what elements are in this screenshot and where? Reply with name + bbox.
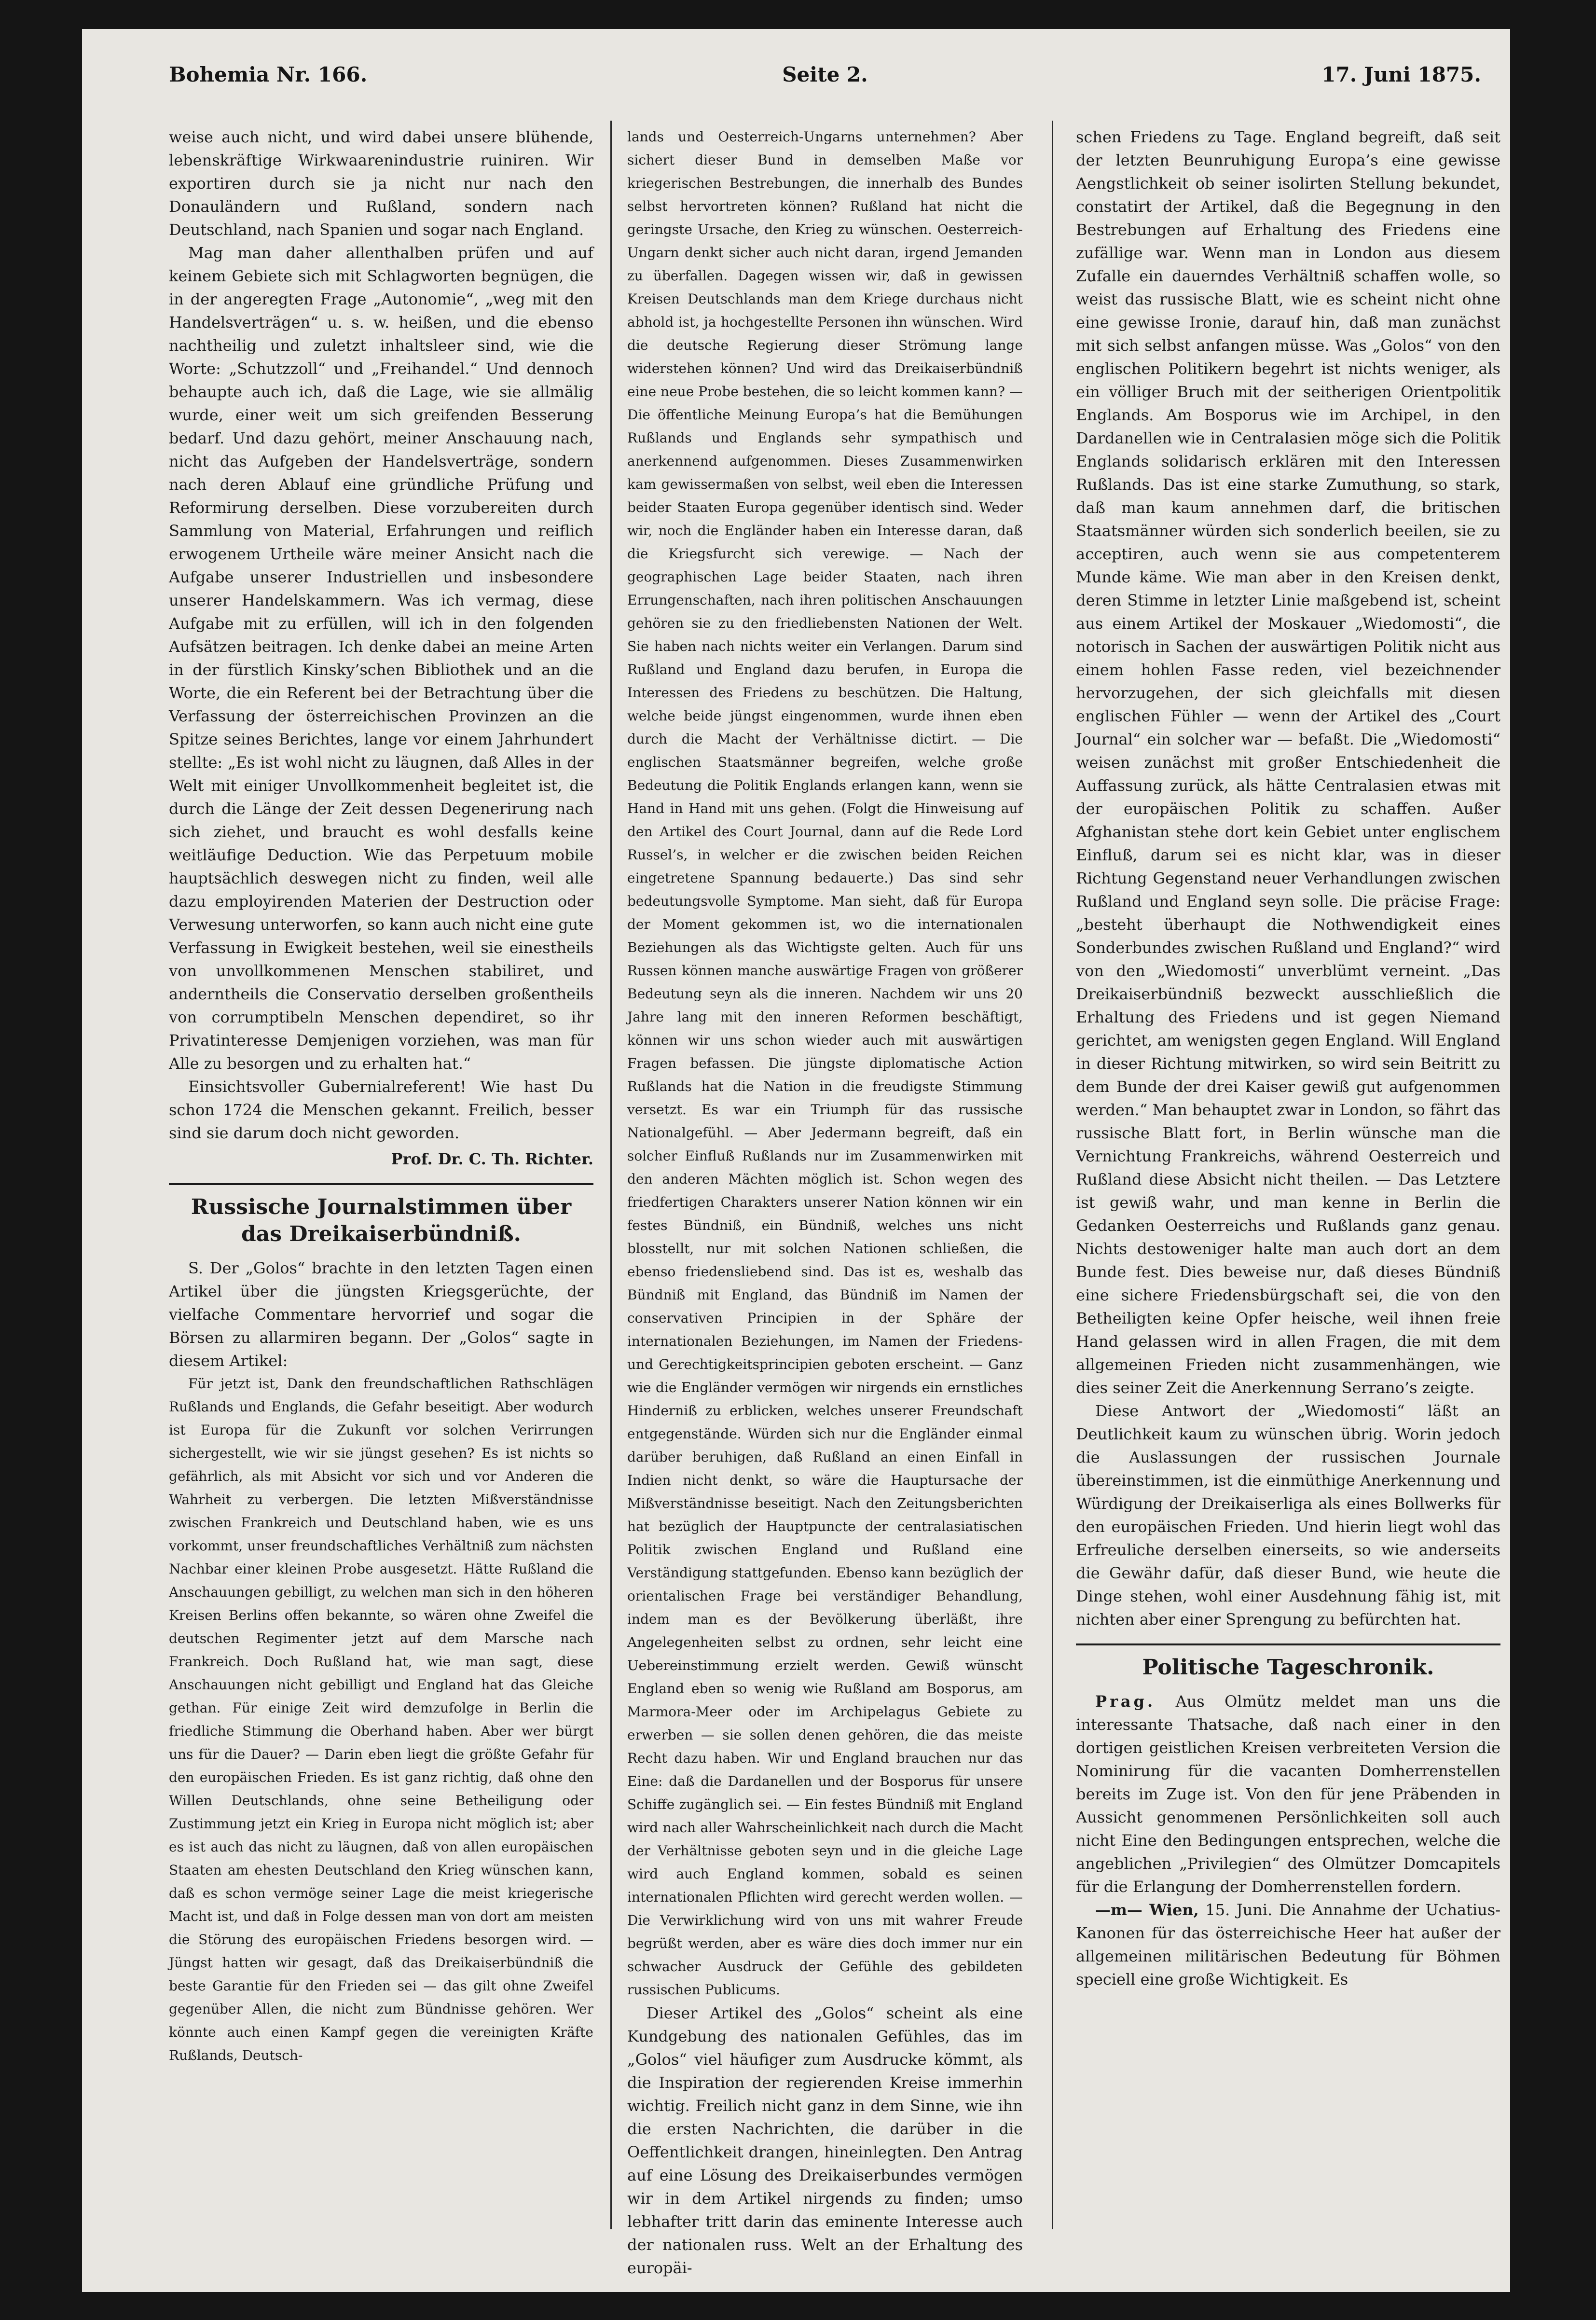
article-paragraph: Mag man daher allenthalben prüfen und auf keinem Gebiete sich mit Schlagworten begnügen, die in der angeregten Frage „Autonomie“, „weg mit den Handelsverträgen“ u. s. w. heißen, und die ebenso nachtheilig und zuletzt inhaltsleer sind, wie die Worte: „Schutzzoll“ und „Freihandel.“ Und dennoch behaupte auch ich, daß die Lage, wie sie allmälig wurde, einer weit um sich greifenden Besserung bedarf. Und dazu gehört, meiner Anschauung nach, nicht das Aufgeben der Handelsverträge, sondern nach deren Ablauf eine gründliche Prüfung und Reformirung derselben. Diese vorzubereiten durch Sammlung von Material, Erfahrungen und reiflich erwogenem Urtheile wäre meiner Ansicht nach die Aufgabe unserer Industriellen und insbesondere unserer Handelskammern. Was ich vermag, diese Aufgabe mit zu erfüllen, will ich in den folgenden Aufsätzen beitragen. Ich denke dabei an meine Arten in der fürstlich Kinsky’schen Bibliothek und an die Worte, die ein Referent bei der Betrachtung über die Verfassung der österreichischen Provinzen an die Spitze seines Berichtes, lange vor einem Jahrhundert stellte: „Es ist wohl nicht zu läugnen, daß Alles in der Welt mit einiger Unvollkommenheit begleitet ist, die durch die Länge der Zeit dessen Degenerirung nach sich ziehet, und braucht es wohl desfalls keine weitläufige Deduction. Wie das Perpetuum mobile hauptsächlich deswegen nicht zu finden, weil alle dazu employirenden Materien der Destruction oder Verwesung unterworfen, so kann auch nicht eine gute Verfassung in Ewigkeit bestehen, weil sie einestheils von unvollkommenen Menschen stabiliret, und anderntheils die Conservatio derselben großentheils von corrumptibeln Menschen dependiret, so ihr Privatinteresse Demjenigen vorziehen, was man für Alle zu besorgen und zu erhalten hat.“	[169, 244, 593, 1073]
column-3	[1076, 125, 1500, 2224]
article-paragraph: Dieser Artikel des „Golos“ scheint als eine Kundgebung des nationalen Gefühles, das im „Golos“ viel häufiger zum Ausdrucke kömmt, als die Inspiration der regierenden Kreise immerhin wichtig. Freilich nicht ganz in dem Sinne, wie ihn die ersten Nachrichten, die darüber in die Oeffentlichkeit drangen, hineinlegten. Den Antrag auf eine Lösung des Dreikaiserbundes vermögen wir in dem Artikel nirgends zu finden; umso lebhafter tritt darin das eminente Interesse auch der nationalen russ. Welt an der Erhaltung des europäi-	[627, 2004, 1023, 2277]
masthead	[169, 58, 1481, 97]
article-author: Prof. Dr. C. Th. Richter.	[391, 1150, 593, 1168]
article-paragraph: schen Friedens zu Tage. England begreift, daß seit der letzten Beunruhigung Europa’s eine gewisse Aengstlichkeit ob seiner isolirten Stellung bekundet, constatirt der Artikel, daß die Begegnung in den Bestrebungen auf Erhaltung des Friedens eine zufällige war. Wenn man in London aus diesem Zufalle ein dauerndes Verhältniß schaffen wolle, so weist das russische Blatt, wie es scheint nicht ohne eine gewisse Ironie, darauf hin, daß man zunächst mit sich selbst anfangen müsse. Was „Golos“ von den englischen Politikern begehrt ist nichts weniger, als ein völliger Bruch mit der seitherigen Orientpolitik Englands. Am Bosporus wie im Archipel, in den Dardanellen wie in Centralasien möge sich die Politik Englands solidarisch erklären mit den Interessen Rußlands. Das ist eine starke Zumuthung, so stark, daß man kaum annehmen darf, die britischen Staatsmänner würden sich sonderlich beeilen, sie zu acceptiren, auch wenn sie aus competenterem Munde käme. Wie man aber in den Kreisen denkt, deren Stimme in letzter Linie maßgebend ist, scheint aus einem Artikel der Moskauer „Wiedomosti“, die notorisch in Sachen der auswärtigen Politik nicht aus einem hohlen Fasse reden, viel bezeichnender hervorzugehen, der sich gleichfalls mit diesen englischen Fühler — wenn der Artikel des „Court Journal“ ein solcher war — befaßt. Die „Wiedomosti“ weisen zunächst mit großer Entschiedenheit die Auffassung zurück, als hätte Centralasien etwas mit der europäischen Politik zu schaffen. Außer Afghanistan stehe dort kein Gebiet unter englischem Einfluß, darum sei es nicht klar, was in dieser Richtung Gegenstand neuer Verhandlungen zwischen Rußland und England seyn solle. Die präcise Frage: „besteht überhaupt die Nothwendigkeit eines Sonderbundes zwischen Rußland und England?“ wird von den „Wiedomosti“ unverblümt verneint. „Das Dreikaiserbündniß bezweckt ausschließlich die Erhaltung des Friedens und ist gegen Niemand gerichtet, am wenigsten gegen England. Will England in dieser Richtung mitwirken, so wird sein Beitritt zu dem Bunde der drei Kaiser gewiß gut aufgenommen werden.“ Man behauptet zwar in London, so fährt das russische Blatt fort, in Berlin wünsche man die Vernichtung Frankreichs, während Oesterreich und Rußland diese Absicht nicht theilen. — Das Letztere ist gewiß wahr, und man kenne in Berlin die Gedanken Oesterreichs und Rußlands ganz genau. Nichts destoweniger halte man auch dort an dem Bunde fest. Dies beweise nur, daß dieses Bündniß eine sichere Friedensbürgschaft sei, die von den Betheiligten keine Opfer heische, weil ihnen freie Hand gelassen wird in allen Fragen, die mit dem allgemeinen Frieden nicht zusammenhängen, wie dies seiner Zeit die Anerkennung Serrano’s zeigte.	[1076, 128, 1500, 1397]
news-item-dateline: Prag.	[1095, 1692, 1156, 1711]
section-heading: Politische Tageschronik.	[1142, 1655, 1434, 1680]
column-rule-right	[1052, 121, 1053, 2229]
newspaper-page	[82, 29, 1510, 2292]
masthead-date: 17. Juni 1875.	[1321, 63, 1481, 86]
news-item-text: Aus Olmütz meldet man uns die interessante Thatsache, daß nach einer in den dortigen geistlichen Kreisen verbreiteten Version die Nominirung für die vacanten Domherrenstellen bereits im Zuge ist. Von den für jene Präbenden in Aussicht genommenen Persönlichkeiten soll auch nicht Eine den Bedingungen entsprechen, welche die angeblichen „Privilegien“ des Olmützer Domcapitels für die Erlangung der Domherrenstellen fordern.	[1076, 1692, 1501, 1896]
article-quote: Für jetzt ist, Dank den freundschaftlichen Rathschlägen Rußlands und Englands, die Gefahr beseitigt. Aber wodurch ist Europa für die Zukunft vor solchen Verirrungen sichergestellt, wie wir sie jüngst gesehen? Es ist nichts so gefährlich, als mit Absicht vor sich und vor Anderen die Wahrheit zu verbergen. Die letzten Mißverständnisse zwischen Frankreich und Deutschland haben, wie es uns vorkommt, unser freundschaftliches Verhältniß zum nächsten Nachbar einer kleinen Probe ausgesetzt. Hätte Rußland die Anschauungen gebilligt, zu welchen man sich in den höheren Kreisen Berlins offen bekannte, so wären ohne Zweifel die deutschen Regimenter jetzt auf dem Marsche nach Frankreich. Doch Rußland hat, wie man sagt, diese Anschauungen nicht gebilligt und England hat das Gleiche gethan. Für einige Zeit wird demzufolge in Berlin die friedliche Stimmung die Oberhand haben. Aber wer bürgt uns für die Dauer? — Darin eben liegt die größte Gefahr für den europäischen Frieden. Es ist ganz richtig, daß ohne den Willen Deutschlands, ohne seine Betheiligung oder Zustimmung jetzt ein Krieg in Europa nicht möglich ist; aber es ist auch das nicht zu läugnen, daß von allen europäischen Staaten am ehesten Deutschland den Krieg wünschen kann, daß es schon vermöge seiner Lage die meist kriegerische Macht ist, und daß in Folge dessen man von dort am meisten die Störung des europäischen Friedens besorgen wird. — Jüngst hatten wir gesagt, daß das Dreikaiserbündniß die beste Garantie für den Frieden sei — das gilt ohne Zweifel gegenüber Allen, die nicht zum Bündnisse gehören. Wer könnte auch einen Kampf gegen die vereinigten Kräfte Rußlands, Deutsch-	[169, 1376, 593, 2063]
news-item	[1076, 1898, 1500, 1991]
section-divider	[169, 1183, 593, 1185]
article-paragraph: Diese Antwort der „Wiedomosti“ läßt an Deutlichkeit kaum zu wünschen übrig. Worin jedoch die Auslassungen der russischen Journale übereinstimmen, ist die einmüthige Anerkennung und Würdigung der Dreikaiserliga als eines Bollwerks für den europäischen Frieden. Und hierin liegt wohl das Erfreuliche derselben einerseits, so wie anderseits die Gewähr dafür, daß dieser Bund, wie heute die Dinge stehen, wohl einer Ausdehnung fähig ist, mit nichten aber einer Sprengung zu befürchten hat.	[1076, 1402, 1500, 1629]
column-rule-left	[610, 121, 612, 2229]
section-divider	[1076, 1643, 1500, 1645]
masthead-page-number: Seite 2.	[782, 63, 868, 86]
news-item-dateline: —m— Wien,	[1095, 1901, 1199, 1919]
article-paragraph: Einsichtsvoller Gubernialreferent! Wie hast Du schon 1724 die Menschen gekannt. Freilich, besser sind sie darum doch nicht geworden.	[169, 1077, 593, 1142]
column-1	[169, 125, 593, 2224]
news-item-text: 15. Juni. Die Annahme der Uchatius-Kanonen für das österreichische Heer hat außer der allgemeinen militärischen Bedeutung für Böhmen speciell eine große Wichtigkeit. Es	[1076, 1901, 1501, 1989]
news-item	[1076, 1690, 1500, 1898]
column-2	[627, 125, 1023, 2277]
masthead-title: Bohemia Nr. 166.	[169, 63, 368, 86]
article-paragraph: weise auch nicht, und wird dabei unsere blühende, lebenskräftige Wirkwaarenindustrie ruiniren. Wir exportiren durch sie ja nicht nur nach den Donauländern und Rußland, sondern nach Deutschland, nach Spanien und sogar nach England.	[169, 128, 593, 239]
article-paragraph: S. Der „Golos“ brachte in den letzten Tagen einen Artikel über die jüngsten Kriegsgerüchte, der vielfache Commentare hervorrief und sogar die Börsen zu allarmiren begann. Der „Golos“ sagte in diesem Artikel:	[169, 1259, 593, 1370]
article-quote: lands und Oesterreich-Ungarns unternehmen? Aber sichert dieser Bund in demselben Maße vor kriegerischen Bestrebungen, die innerhalb des Bundes selbst hervortreten können? Rußland hat nicht die geringste Ursache, den Krieg zu wünschen. Oesterreich-Ungarn denkt sicher auch nicht daran, irgend Jemanden zu überfallen. Dagegen wissen wir, daß in gewissen Kreisen Deutschlands man dem Kriege durchaus nicht abhold ist, ja hochgestellte Personen ihn wünschen. Wird die deutsche Regierung dieser Strömung lange widerstehen können? Und wird das Dreikaiserbündniß eine neue Probe bestehen, die so leicht kommen kann? — Die öffentliche Meinung Europa’s hat die Bemühungen Rußlands und Englands sehr sympathisch und anerkennend aufgenommen. Dieses Zusammenwirken kam gewissermaßen von selbst, weil eben die Interessen beider Staaten Europa gegenüber identisch sind. Weder wir, noch die Engländer haben ein Interesse daran, daß die Kriegsfurcht sich verewige. — Nach der geographischen Lage beider Staaten, nach ihren Errungenschaften, nach ihren politischen Anschauungen gehören sie zu den friedliebensten Nationen der Welt. Sie haben nach nichts weiter ein Verlangen. Darum sind Rußland und England dazu berufen, in Europa die Interessen des Friedens zu beschützen. Die Haltung, welche beide jüngst eingenommen, wurde ihnen eben durch die Macht der Verhältnisse dictirt. — Die englischen Staatsmänner begreifen, welche große Bedeutung die Politik Englands erlangen kann, wenn sie Hand in Hand mit uns gehen. (Folgt die Hinweisung auf den Artikel des Court Journal, dann auf die Rede Lord Russel’s, in welcher er die zwischen beiden Reichen eingetretene Spannung bedauerte.) Das sind sehr bedeutungsvolle Symptome. Man sieht, daß für Europa der Moment gekommen ist, wo die internationalen Beziehungen als das Wichtigste gelten. Auch für uns Russen können manche auswärtige Fragen von größerer Bedeutung seyn als die inneren. Nachdem wir uns 20 Jahre lang mit den inneren Reformen beschäftigt, können wir uns schon wieder auch mit auswärtigen Fragen befassen. Die jüngste diplomatische Action Rußlands hat die Nation in die freudigste Stimmung versetzt. Es war ein Triumph für das russische Nationalgefühl. — Aber Jedermann begreift, daß ein solcher Einfluß Rußlands nur im Zusammenwirken mit den anderen Mächten möglich ist. Schon wegen des friedfertigen Charakters unserer Nation können wir ein festes Bündniß, ein Bündniß, welches uns nicht blosstellt, nur mit solchen Nationen schließen, die ebenso friedensliebend sind. Das ist es, weshalb das Bündniß mit England, das Bündniß im Namen der conservativen Principien in der Sphäre der internationalen Beziehungen, im Namen der Friedens- und Gerechtigkeitsprincipien geboten erscheint. — Ganz wie die Engländer vermögen wir nirgends ein ernstliches Hinderniß zu erblicken, welches unserer Freundschaft entgegenstände. Würden sich nur die Engländer einmal darüber beruhigen, daß Rußland an einen Einfall in Indien nicht denkt, so wäre die Hauptursache der Mißverständnisse beseitigt. Nach den Zeitungsberichten hat bezüglich der Hauptpuncte der centralasiatischen Politik zwischen England und Rußland eine Verständigung stattgefunden. Ebenso kann bezüglich der orientalischen Frage bei verständiger Behandlung, indem man es der Bevölkerung überläßt, ihre Angelegenheiten selbst zu ordnen, sehr leicht eine Uebereinstimmung erzielt werden. Gewiß wünscht England eben so wenig wie Rußland am Bosporus, am Marmora-Meer oder im Archipelagus Gebiete zu erwerben — sie sollen denen gehören, die das meiste Recht dazu haben. Wir und England brauchen nur das Eine: daß die Dardanellen und der Bosporus für unsere Schiffe zugänglich sei. — Ein festes Bündniß mit England wird nach aller Wahrscheinlichkeit nach durch die Macht der Verhältnisse geboten seyn und in die gleiche Lage wird auch England kommen, sobald es seinen internationalen Pflichten wird gerecht werden wollen. — Die Verwirklichung wird von uns mit wahrer Freude begrüßt werden, aber es wäre dies doch immer nur ein schwacher Ausdruck der Gefühle des gebildeten russischen Publicums.	[627, 129, 1023, 1998]
article-heading: Russische Journalstimmen über das Dreikaiserbündniß.	[191, 1195, 572, 1246]
